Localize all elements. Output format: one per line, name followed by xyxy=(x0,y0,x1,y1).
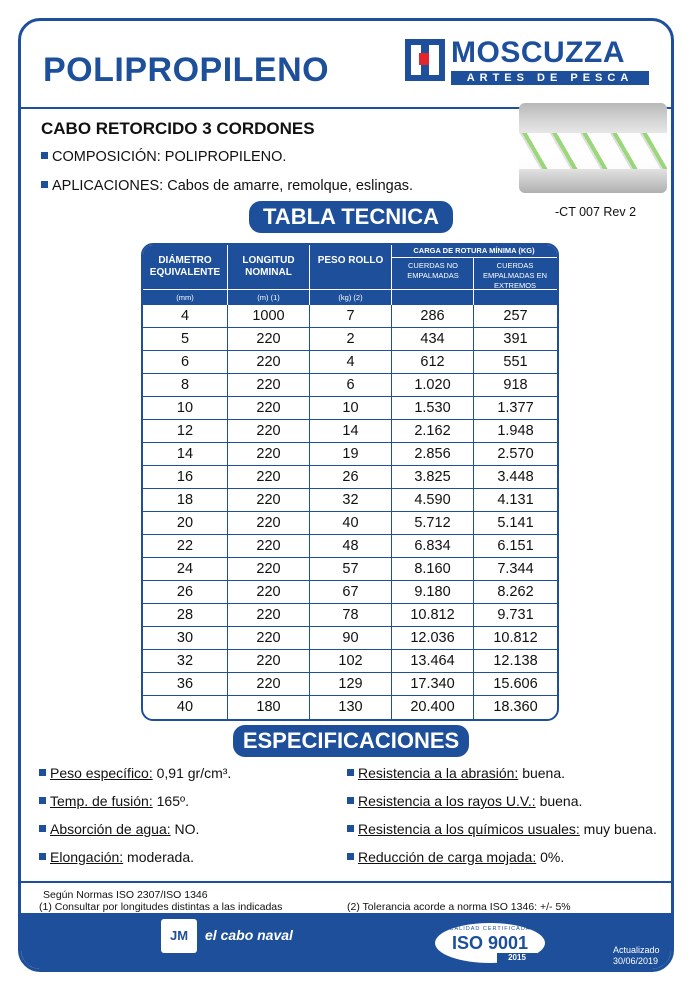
table-cell: 1.948 xyxy=(497,423,534,439)
table-cell: 19 xyxy=(342,446,359,462)
table-cell: 1000 xyxy=(252,308,285,324)
table-cell: 17.340 xyxy=(410,676,455,692)
aplicaciones-line xyxy=(41,178,413,194)
table-cell: 220 xyxy=(256,331,281,347)
table-cell: 7.344 xyxy=(497,561,534,577)
page-frame xyxy=(18,18,674,972)
table-cell: 57 xyxy=(342,561,359,577)
table-cell: 286 xyxy=(420,308,445,324)
table-cell: 24 xyxy=(176,561,194,577)
table-cell: 20 xyxy=(176,515,194,531)
table-cell: 5 xyxy=(180,331,190,347)
table-cell: 3.825 xyxy=(414,469,451,485)
table-cell: 14 xyxy=(342,423,359,439)
table-cell: 13.464 xyxy=(410,653,455,669)
table-cell: 36 xyxy=(176,676,194,692)
table-row xyxy=(143,604,557,627)
table-cell: 220 xyxy=(256,492,281,508)
table-cell: 391 xyxy=(503,331,528,347)
table-cell: 26 xyxy=(342,469,359,485)
table-cell: 4.590 xyxy=(414,492,451,508)
bullet-icon xyxy=(39,797,46,804)
table-cell: 67 xyxy=(342,584,359,600)
table-cell: 14 xyxy=(176,446,194,462)
spec-label: Resistencia a los químicos usuales: xyxy=(358,821,580,837)
table-cell: 551 xyxy=(503,354,528,370)
table-cell: 3.448 xyxy=(497,469,534,485)
table-cell: 40 xyxy=(342,515,359,531)
table-cell: 28 xyxy=(176,607,194,623)
table-cell: 10 xyxy=(342,400,359,416)
note-1: (1) Consultar por longitudes distintas a las indicadas xyxy=(39,901,283,913)
spec-value: muy buena. xyxy=(579,821,657,837)
table-cell: 10.812 xyxy=(410,607,455,623)
bullet-icon xyxy=(41,152,48,159)
updated-date: Actualizado 30/06/2019 xyxy=(613,945,660,966)
spec-right-2 xyxy=(347,821,657,837)
table-cell: 220 xyxy=(256,400,281,416)
table-row xyxy=(143,351,557,374)
table-cell: 30 xyxy=(176,630,194,646)
spec-right-3 xyxy=(347,849,564,865)
table-cell: 10.812 xyxy=(493,630,538,646)
table-row xyxy=(143,305,557,328)
brand-name: MOSCUZZA xyxy=(451,36,625,69)
spec-left-3 xyxy=(39,849,194,865)
spec-label: Resistencia a la abrasión: xyxy=(358,765,519,781)
header-longitud: LONGITUD NOMINAL (m) (1) xyxy=(242,255,295,302)
table-cell: 32 xyxy=(176,653,194,669)
spec-value: buena. xyxy=(535,793,583,809)
spec-value: moderada. xyxy=(123,849,194,865)
bullet-icon xyxy=(39,769,46,776)
table-cell: 32 xyxy=(342,492,359,508)
table-cell: 220 xyxy=(256,538,281,554)
bullet-icon xyxy=(347,825,354,832)
moscuzza-mark-icon xyxy=(405,39,445,81)
table-cell: 5.712 xyxy=(414,515,451,531)
spec-right-1 xyxy=(347,793,582,809)
table-cell: 129 xyxy=(338,676,363,692)
table-cell: 220 xyxy=(256,423,281,439)
table-row xyxy=(143,696,557,719)
note-2: (2) Tolerancia acorde a norma ISO 1346: +/- 5% xyxy=(347,901,571,913)
spec-label: Absorción de agua: xyxy=(50,821,171,837)
table-cell: 6 xyxy=(346,377,355,393)
spec-left-1 xyxy=(39,793,189,809)
table-row xyxy=(143,489,557,512)
table-cell: 434 xyxy=(420,331,445,347)
table-cell: 220 xyxy=(256,377,281,393)
cabo-naval-text: el cabo naval xyxy=(205,927,293,943)
spec-left-0 xyxy=(39,765,231,781)
table-cell: 5.141 xyxy=(497,515,534,531)
table-cell: 20.400 xyxy=(410,699,455,715)
iso-calidad: CALIDAD CERTIFICADA xyxy=(449,926,531,932)
table-cell: 6 xyxy=(180,354,190,370)
table-cell: 257 xyxy=(503,308,528,324)
table-cell: 1.020 xyxy=(414,377,451,393)
footer-band xyxy=(21,913,671,972)
table-cell: 9.731 xyxy=(497,607,534,623)
tabla-heading: TABLA TECNICA xyxy=(249,201,453,233)
table-cell: 12.138 xyxy=(493,653,538,669)
spec-right-0 xyxy=(347,765,565,781)
table-cell: 7 xyxy=(346,308,355,324)
header-carga: CARGA DE ROTURA MÍNIMA (KG) xyxy=(413,246,535,255)
table-row xyxy=(143,328,557,351)
table-row xyxy=(143,443,557,466)
spec-value: NO. xyxy=(170,821,200,837)
table-cell: 4.131 xyxy=(497,492,534,508)
iso-year: 2015 xyxy=(497,953,537,963)
table-row xyxy=(143,466,557,489)
table-cell: 18 xyxy=(176,492,194,508)
composicion-line xyxy=(41,149,286,165)
table-cell: 90 xyxy=(342,630,359,646)
table-cell: 220 xyxy=(256,584,281,600)
table-cell: 180 xyxy=(256,699,281,715)
table-cell: 102 xyxy=(338,653,363,669)
table-cell: 4 xyxy=(180,308,190,324)
table-row xyxy=(143,581,557,604)
table-row xyxy=(143,374,557,397)
table-cell: 1.530 xyxy=(414,400,451,416)
page-title: POLIPROPILENO xyxy=(43,51,330,89)
spec-label: Peso específico: xyxy=(50,765,153,781)
table-cell: 220 xyxy=(256,653,281,669)
aplicaciones-text: APLICACIONES: Cabos de amarre, remolque, eslingas. xyxy=(52,178,414,194)
table-cell: 220 xyxy=(256,446,281,462)
table-row xyxy=(143,558,557,581)
spec-label: Temp. de fusión: xyxy=(50,793,153,809)
jm-logo-icon: JM xyxy=(161,919,197,953)
spec-value: buena. xyxy=(518,765,566,781)
composicion-text: COMPOSICIÓN: POLIPROPILENO. xyxy=(52,149,287,165)
table-cell: 4 xyxy=(346,354,355,370)
table-row xyxy=(143,673,557,696)
table-row xyxy=(143,512,557,535)
table-cell: 2.570 xyxy=(497,446,534,462)
table-cell: 26 xyxy=(176,584,194,600)
table-cell: 9.180 xyxy=(414,584,451,600)
spec-label: Elongación: xyxy=(50,849,124,865)
bullet-icon xyxy=(39,825,46,832)
spec-left-2 xyxy=(39,821,199,837)
iso-badge xyxy=(435,923,545,963)
table-cell: 6.151 xyxy=(497,538,534,554)
table-cell: 220 xyxy=(256,515,281,531)
footer-divider xyxy=(21,881,671,883)
table-row xyxy=(143,535,557,558)
table-cell: 12.036 xyxy=(410,630,455,646)
header-empalmadas: CUERDAS EMPALMADAS EN EXTREMOS xyxy=(482,261,548,290)
table-cell: 220 xyxy=(256,469,281,485)
technical-table xyxy=(141,243,559,721)
table-cell: 2.162 xyxy=(414,423,451,439)
table-cell: 220 xyxy=(256,676,281,692)
table-cell: 48 xyxy=(342,538,359,554)
table-cell: 1.377 xyxy=(497,400,534,416)
table-cell: 8.262 xyxy=(497,584,534,600)
spec-value: 0%. xyxy=(536,849,565,865)
table-cell: 16 xyxy=(176,469,194,485)
table-cell: 612 xyxy=(420,354,445,370)
bullet-icon xyxy=(41,181,48,188)
table-cell: 8 xyxy=(180,377,190,393)
table-cell: 220 xyxy=(256,354,281,370)
table-row xyxy=(143,627,557,650)
table-cell: 12 xyxy=(176,423,194,439)
spec-label: Resistencia a los rayos U.V.: xyxy=(358,793,536,809)
header-no-empalmadas: CUERDAS NO EMPALMADAS xyxy=(407,261,459,280)
table-cell: 40 xyxy=(176,699,194,715)
bullet-icon xyxy=(347,853,354,860)
iso-label: ISO 9001 xyxy=(451,933,529,953)
table-cell: 10 xyxy=(176,400,194,416)
table-cell: 918 xyxy=(503,377,528,393)
table-cell: 220 xyxy=(256,607,281,623)
table-cell: 8.160 xyxy=(414,561,451,577)
brand-subtitle: ARTES DE PESCA xyxy=(451,71,649,85)
table-cell: 22 xyxy=(176,538,194,554)
header-peso: PESO ROLLO (kg) (2) xyxy=(317,255,384,302)
revision-code: -CT 007 Rev 2 xyxy=(555,205,637,219)
table-cell: 6.834 xyxy=(414,538,451,554)
table-cell: 15.606 xyxy=(493,676,538,692)
table-cell: 2.856 xyxy=(414,446,451,462)
table-cell: 18.360 xyxy=(493,699,538,715)
table-row xyxy=(143,420,557,443)
header-diametro: DIÁMETRO EQUIVALENTE (mm) xyxy=(149,255,221,302)
bullet-icon xyxy=(347,769,354,776)
table-cell: 2 xyxy=(346,331,355,347)
bullet-icon xyxy=(39,853,46,860)
table-row xyxy=(143,650,557,673)
table-cell: 78 xyxy=(342,607,359,623)
table-cell: 130 xyxy=(338,699,363,715)
table-cell: 220 xyxy=(256,561,281,577)
table-header xyxy=(143,245,557,305)
bullet-icon xyxy=(347,797,354,804)
spec-value: 0,91 gr/cm³. xyxy=(152,765,232,781)
especificaciones-heading: ESPECIFICACIONES xyxy=(233,725,469,757)
table-row xyxy=(143,397,557,420)
note-normas: Según Normas ISO 2307/ISO 1346 xyxy=(43,889,208,901)
table-cell: 220 xyxy=(256,630,281,646)
moscuzza-logo xyxy=(405,37,653,97)
spec-label: Reducción de carga mojada: xyxy=(358,849,537,865)
spec-value: 165º. xyxy=(152,793,189,809)
rope-photo xyxy=(519,103,667,193)
product-subtitle: CABO RETORCIDO 3 CORDONES xyxy=(41,119,315,138)
